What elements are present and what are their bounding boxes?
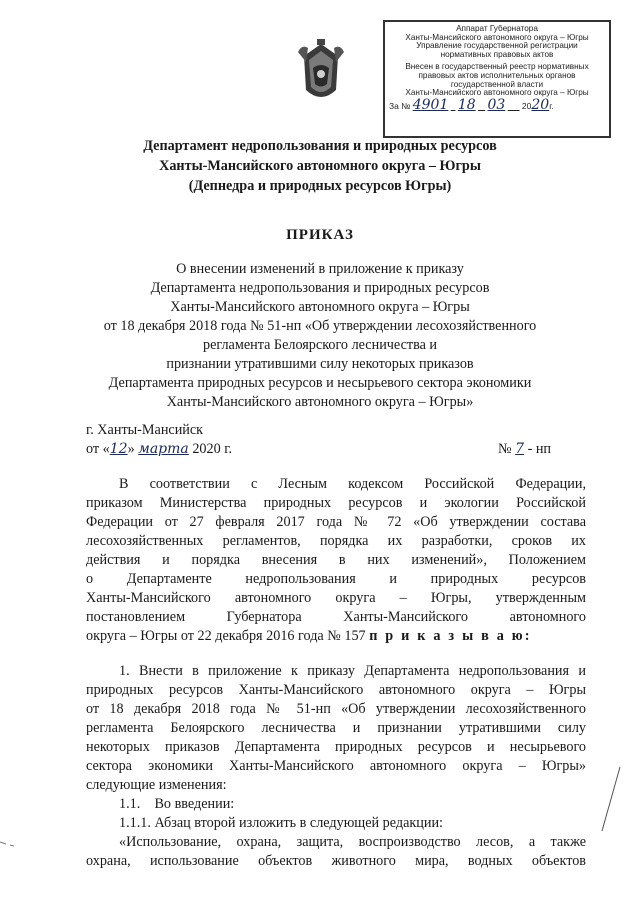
- stamp-reg-year: 20: [531, 96, 550, 113]
- org-name-line1: Департамент недропользования и природных ресурсов: [143, 138, 497, 154]
- body-line-last: округа – Югры от 22 декабря 2016 года № 157 п р и к а з ы в а ю:: [86, 628, 532, 644]
- stamp-registration-line: [389, 96, 605, 113]
- org-name-line2: Ханты-Мансийского автономного округа – Югры: [159, 158, 481, 174]
- edge-scan-mark: [0, 832, 30, 852]
- subject-line: Ханты-Мансийского автономного округа – Югры»: [166, 394, 474, 410]
- order-date-month: марта: [138, 441, 189, 457]
- stamp-line: нормативных правовых актов: [440, 50, 554, 59]
- subject-line: Департамента природных ресурсов и несырьевого сектора экономики: [108, 375, 532, 391]
- body-line: 1. Внести в приложение к приказу Департамента недропользования и: [119, 663, 586, 679]
- subject-line: О внесении изменений в приложение к приказу: [176, 261, 464, 277]
- quote-line: охрана, использование объектов животного мира, водных объектов: [86, 853, 586, 869]
- body-line: некоторых приказов Департамента природных ресурсов и несырьевого: [86, 739, 586, 755]
- body-line-last: следующие изменения:: [86, 777, 227, 793]
- stamp-line: государственной власти: [450, 80, 544, 89]
- body-line: природных ресурсов Ханты-Мансийского автономного округа – Югры: [86, 682, 586, 698]
- quote-line: «Использование, охрана, защита, воспроизводство лесов, а также: [119, 834, 586, 850]
- order-date-year: 2020 г.: [192, 441, 232, 457]
- body-line: о Департаменте недропользования и природных ресурсов: [86, 571, 586, 587]
- order-number: № 7 - нп: [498, 441, 552, 457]
- order-word: п р и к а з ы в а ю:: [369, 628, 532, 644]
- body-line: сектора экономики Ханты-Мансийского автономного округа – Югры»: [86, 758, 586, 774]
- document-title: ПРИКАЗ: [286, 227, 354, 243]
- stamp-line: Ханты-Мансийского автономного округа – Югры: [405, 33, 589, 42]
- stamp-reg-day: 18: [457, 96, 476, 113]
- stamp-reg-year-prefix: 20: [521, 100, 532, 111]
- stamp-reg-number: 4901: [412, 96, 449, 113]
- subject-line: от 18 декабря 2018 года № 51-нп «Об утверждении лесохозяйственного: [103, 318, 537, 334]
- stamp-line: Внесен в государственный реестр нормативных: [405, 63, 589, 72]
- stamp-reg-month: 03: [487, 96, 506, 113]
- stamp-line: Управление государственной регистрации: [416, 42, 578, 51]
- stamp-line: Аппарат Губернатора: [456, 25, 538, 33]
- city: г. Ханты-Мансийск: [86, 422, 204, 438]
- order-date-day: 12: [109, 441, 128, 457]
- body-line: действия и порядка внесения в них изменений», Положением: [86, 552, 586, 568]
- registration-stamp: [383, 20, 611, 138]
- item-1-1-number: 1.1.: [119, 796, 141, 812]
- stamp-reg-year-suffix: г.: [549, 100, 554, 111]
- stamp-line: Ханты-Мансийского автономного округа – Югры: [405, 89, 589, 98]
- subject-line: Ханты-Мансийского автономного округа – Югры: [170, 299, 470, 315]
- body-line: Ханты-Мансийского автономного округа – Югры, утвержденным: [86, 590, 586, 606]
- body-line: Федерации от 27 февраля 2017 года № 72 «Об утверждении состава: [86, 514, 586, 530]
- order-date: от «12» марта 2020 г.: [86, 441, 232, 457]
- item-1-1: [119, 795, 619, 814]
- stamp-reg-prefix: За №: [389, 100, 411, 111]
- margin-pen-mark: [598, 765, 622, 835]
- body-line: регламента Белоярского лесничества и признании утратившими силу: [86, 720, 586, 736]
- body-line: лесохозяйственных регламентов, порядка их разработки, сроков их: [86, 533, 586, 549]
- coat-of-arms-emblem: [296, 38, 346, 108]
- body-line: приказом Министерства природных ресурсов и экологии Российской: [86, 495, 586, 511]
- body-line: от 18 декабря 2018 года № 51-нп «Об утверждении лесохозяйственного: [86, 701, 586, 717]
- body-line: постановлением Губернатора Ханты-Мансийского автономного: [86, 609, 586, 625]
- subject-line: признании утратившими силу некоторых приказов: [166, 356, 474, 372]
- order-number-value: 7: [515, 441, 525, 457]
- item-1-1-text: Во введении:: [154, 796, 235, 812]
- body-line: В соответствии с Лесным кодексом Российской Федерации,: [119, 476, 586, 492]
- item-1-1-1: 1.1.1. Абзац второй изложить в следующей редакции:: [119, 815, 443, 831]
- subject-line: Департамента недропользования и природных ресурсов: [150, 280, 490, 296]
- subject-line: регламента Белоярского лесничества и: [202, 337, 438, 353]
- stamp-line: правовых актов исполнительных органов: [418, 71, 576, 80]
- org-short-name: (Депнедра и природных ресурсов Югры): [188, 178, 452, 194]
